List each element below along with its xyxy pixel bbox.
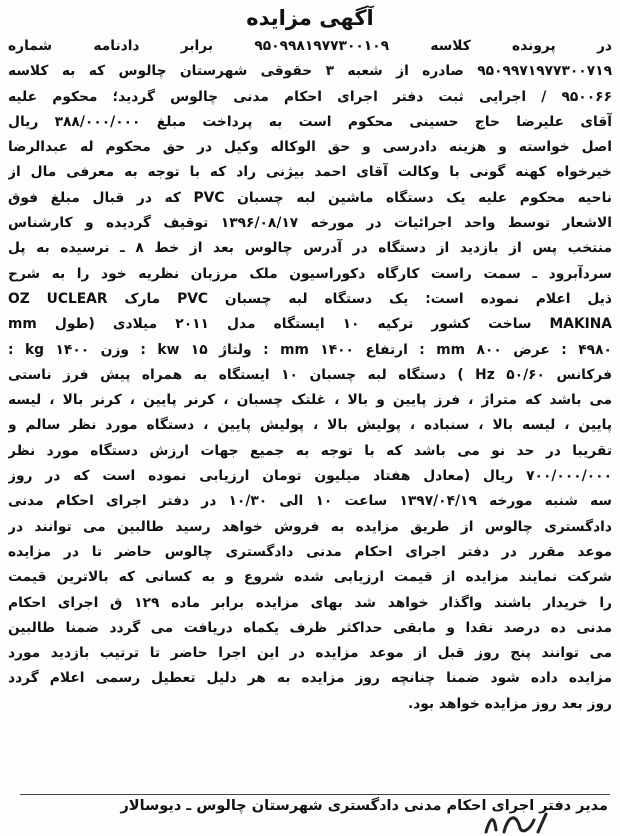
notice-line: ناحیه محکوم علیه یک دستگاه ماشین لبه چسبان PVC که در قبال مبلغ فوق xyxy=(8,189,612,206)
notice-line: می باشد که متراژ ، فرز پایین و بالا ، غلتک چسبان ، کرنر پایین ، کرنر بالا ، لیسه xyxy=(8,392,612,409)
notice-line: آقای علیرضا حاج حسینی محکوم است به پرداخت مبلغ ۳۸۸/۰۰۰/۰۰۰ ریال xyxy=(8,113,612,130)
notice-line: فرکانس ۵۰/۶۰ Hz ) دستگاه لبه چسبان ۱۰ ایستگاه به همراه پیش فرز ناستی xyxy=(8,366,612,383)
notice-line: اصل خواسته و هزینه دادرسی و حق الوکاله وکیل در حق محکوم له عبدالرضا xyxy=(8,139,612,156)
notice-line: را خریدار باشند واگذار خواهد شد بهای مزایده برابر ماده ۱۲۹ ق اجرای احکام xyxy=(8,594,612,611)
notice-line: ۴۹۸۰ : عرض ۸۰۰ mm : ارتفاع ۱۴۰۰ mm : ولتاژ ۱۵ kw : وزن ۱۴۰۰ kg : xyxy=(8,341,612,358)
notice-line: روز بعد روز مزایده خواهد بود. xyxy=(407,695,612,712)
signature-line: مدیر دفتر اجرای احکام مدنی دادگستری شهرستان چالوس ـ دیوسالار xyxy=(120,798,608,814)
notice-line: سردآبرود ـ سمت راست کارگاه دکوراسیون ملک مرزبان نظریه خود را به شرح xyxy=(8,265,612,282)
notice-line: ۹۵۰۰۶۶ / اجرایی ثبت دفتر اجرای احکام مدنی چالوس گردید؛ محکوم علیه xyxy=(8,88,612,105)
notice-line: موعد مقرر در دفتر اجرای احکام مدنی دادگستری چالوس حاضر تا در مزایده xyxy=(8,543,612,560)
notice-line: MAKINA ساخت کشور ترکیه ۱۰ ایستگاه مدل ۲۰۱۱ میلادی (طول mm xyxy=(8,316,612,333)
notice-line: الاشعار توسط واحد اجرائیات در مورخه ۱۳۹۶/۰۸/۱۷ توقیف گردیده و کارشناس xyxy=(8,215,612,232)
notice-line: مزایده داده شود ضمنا چنانچه روز مزایده به هر دلیل تعطیل رسمی اعلام گردد xyxy=(8,670,612,687)
notice-line: ۷۰۰/۰۰۰/۰۰۰ ریال (معادل هفتاد میلیون تومان ارزیابی نموده است که در روز xyxy=(8,468,612,485)
notice-line: مدنی ده درصد نقدا و مابقی حداکثر ظرف یکماه دریافت می گردد ضمنا طالبین xyxy=(8,619,612,636)
notice-line: تقریبا در حد نو می باشد که با توجه به جمیع جهات ارزش دستگاه مورد نظر xyxy=(8,442,612,459)
notice-line: ذیل اعلام نموده است: یک دستگاه لبه چسبان PVC مارک OZ UCLEAR xyxy=(8,290,612,307)
notice-line: خیرخواه کهنه گونی با وکالت آقای احمد بیژنی راد که با توجه به معرفی مال از xyxy=(8,164,612,181)
notice-line: می توانند پنج روز قبل از موعد مزایده در این اجرا حاضر تا ترتیب بازدید مورد xyxy=(8,645,612,662)
notice-line: ۹۵۰۹۹۷۱۹۷۷۳۰۰۷۱۹ صادره از شعبه ۳ حقوقی شهرستان چالوس که به کلاسه xyxy=(8,63,612,80)
notice-line: دادگستری چالوس از طریق مزایده به فروش خواهد رسید طالبین می توانند در xyxy=(8,518,612,535)
notice-body xyxy=(8,34,612,717)
notice-line: شرکت نمایند مزایده از قیمت ارزیابی شده شروع و به کسانی که بالاترین قیمت xyxy=(8,569,612,586)
notice-title: آگهی مزایده xyxy=(246,6,374,30)
notice-line: پایین ، لیسه بالا ، سنباده ، پولیش بالا ، پولیش پایین ، دستگاه مورد نظر سالم و xyxy=(8,417,612,434)
handwritten-mark-icon xyxy=(480,806,550,836)
notice-line: سه شنبه مورخه ۱۳۹۷/۰۴/۱۹ ساعت ۱۰ الی ۱۰/۳۰ در دفتر اجرای احکام مدنی xyxy=(8,493,612,510)
footer-divider xyxy=(20,794,610,795)
notice-line: منتخب پس از بازدید از دستگاه در آدرس چالوس بعد از خط ۸ ـ نرسیده به پل xyxy=(8,240,612,257)
notice-line: در پرونده کلاسه ۹۵۰۹۹۸۱۹۷۷۳۰۰۱۰۹ برابر دادنامه شماره xyxy=(8,38,612,54)
